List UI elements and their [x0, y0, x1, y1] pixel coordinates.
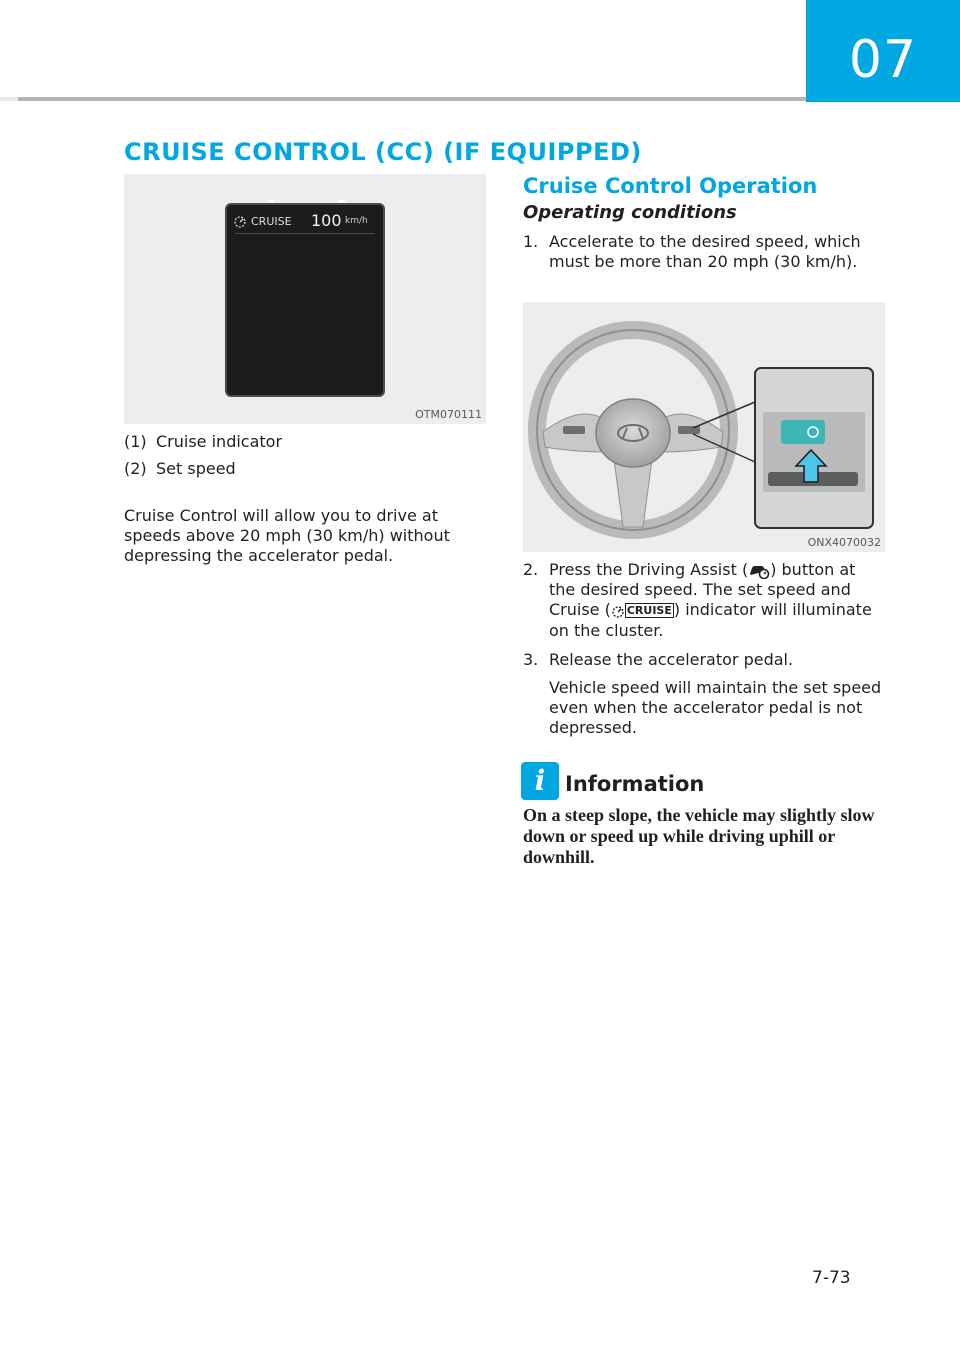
page-number: 7-73	[812, 1268, 851, 1288]
cruise-indicator-icon	[233, 214, 247, 228]
set-speed-value: 100	[311, 211, 342, 230]
information-icon: i	[521, 762, 559, 800]
cruise-badge: CRUISE	[626, 603, 672, 617]
cruise-indicator-icon	[611, 604, 625, 618]
legend-item-2: (2) Set speed	[124, 459, 236, 478]
step-3: 3. Release the accelerator pedal.	[523, 650, 794, 669]
intro-paragraph: Cruise Control will allow you to drive at speeds above 20 mph (30 km/h) without depressing the accelerator pedal.	[124, 506, 450, 565]
step-3-detail: Vehicle speed will maintain the set speed even when the accelerator pedal is not depressed.	[549, 678, 882, 737]
steering-wheel-figure	[523, 302, 885, 552]
legend-item-1: (1) Cruise indicator	[124, 432, 283, 451]
chapter-number: 07	[848, 30, 918, 90]
information-text: On a steep slope, the vehicle may slightly slow down or speed up while driving uphill or downhill.	[523, 805, 875, 867]
cruise-text: CRUISE	[251, 215, 292, 228]
section-title: CRUISE CONTROL (CC) (IF EQUIPPED)	[124, 138, 642, 166]
operation-heading: Cruise Control Operation	[523, 174, 818, 198]
information-title: Information	[565, 772, 705, 796]
cluster-figure	[124, 174, 486, 424]
driving-assist-icon	[748, 563, 770, 579]
instrument-cluster	[225, 203, 385, 397]
speed-unit: km/h	[345, 216, 368, 226]
header-rule	[0, 97, 806, 101]
operating-conditions-heading: Operating conditions	[523, 202, 737, 223]
step-1: 1. Accelerate to the desired speed, which must be more than 20 mph (30 km/h).	[523, 232, 861, 271]
step-2: 2. Press the Driving Assist ( ) button at the desired speed. The set speed and Cruise ( CRUISE ) indicator will illuminate on the cluster.	[523, 560, 872, 640]
figure-code: OTM070111	[415, 408, 482, 421]
chapter-tab	[806, 0, 960, 102]
steering-wheel-illustration	[523, 302, 885, 552]
figure-code: ONX4070032	[807, 536, 881, 549]
